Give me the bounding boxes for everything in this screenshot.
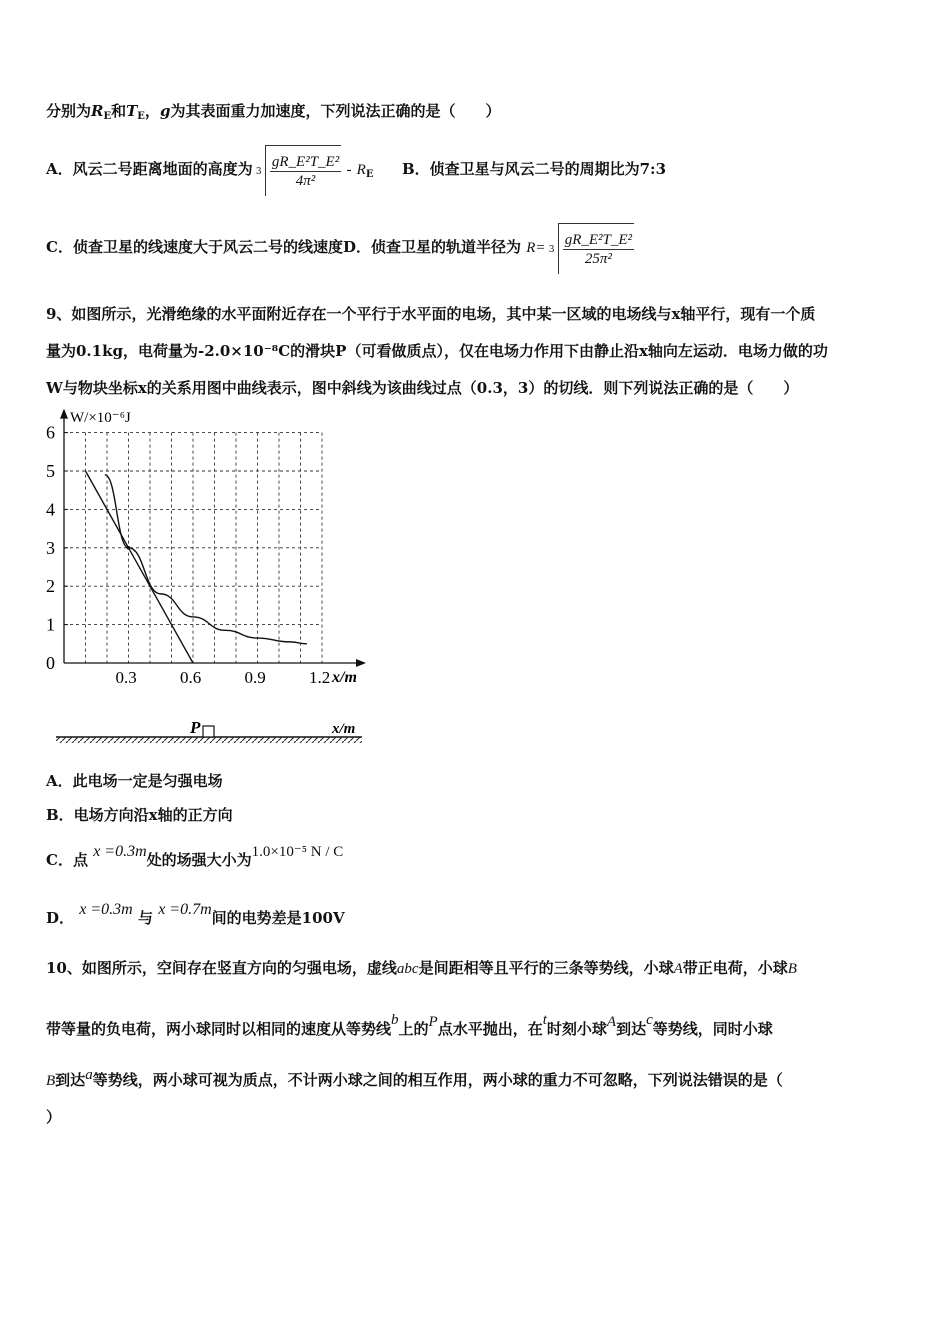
q9-line-1: 9、如图所示，光滑绝缘的水平面附近存在一个平行于水平面的电场，其中某一区域的电场线与x轴平行，现有一个质 [46, 305, 816, 323]
q10-l2-g: 等势线，同时小球 [652, 1020, 773, 1038]
intro-g: g [159, 102, 171, 120]
q9-line-2: 量为0.1kg，电荷量为-2.0×10⁻⁸C的滑块P（可看做质点），仅在电场力作用下由静止沿x轴向左运动．电场力做的功 [46, 342, 828, 360]
q8-optA-numerator: gR_E²T_E² [271, 154, 340, 170]
w-x-chart [40, 402, 380, 697]
tangent-point [127, 546, 131, 550]
q8-optD-R: R= [526, 240, 546, 256]
q10-l3-B: B [46, 1073, 56, 1089]
q9-optD-x1: x =0.3m [79, 901, 133, 918]
q10-l1-a: 10、如图所示，空间存在竖直方向的匀强电场，虚线 [46, 959, 397, 977]
q8-optA-RE-sub: E [365, 169, 374, 180]
q10-line-2 [46, 1014, 773, 1045]
y-tick-label: 0 [46, 653, 55, 673]
q10-l2-A: A [606, 1014, 617, 1030]
slider-label: P [190, 718, 201, 737]
y-tick-label: 4 [46, 499, 55, 520]
y-axis-arrow [60, 409, 68, 419]
q8-optA-denominator: 4π² [295, 173, 316, 189]
q10-l3-b: 等势线，两小球可视为质点，不计两小球之间的相互作用，两小球的重力不可忽略，下列说法错误的是（ [92, 1071, 783, 1089]
track-diagram [56, 717, 376, 747]
q8-optA-radical [255, 145, 341, 196]
track-hatching [56, 737, 362, 743]
q9-optC-mid: 处的场强大小为 [146, 851, 252, 869]
q9-line-3: W与物块坐标x的关系用图中曲线表示，图中斜线为该曲线过点（0.3，3）的切线．则下列说法正确的是（ ） [46, 379, 799, 397]
q9-optC-row [46, 842, 343, 879]
y-tick-label: 5 [46, 461, 55, 481]
x-tick-label: 0.9 [244, 668, 266, 687]
chart-ticks [46, 423, 330, 687]
q10-l2-e: 时刻小球 [546, 1020, 607, 1038]
q8-optA-minus: - [346, 162, 352, 178]
q9-optC-prefix: C．点 [46, 851, 88, 869]
q8-optB: B．侦查卫星与风云二号的周期比为7:3 [401, 160, 667, 178]
chart-grid [64, 433, 322, 663]
q9-optC-x: x =0.3m [93, 843, 147, 860]
q8-optA-root-index: 3 [255, 166, 262, 177]
q8-optD-root-index: 3 [548, 244, 555, 255]
x-tick-label: 0.3 [115, 668, 137, 687]
intro-text-c: ， [144, 102, 160, 120]
x-tick-label: 0.6 [180, 668, 202, 687]
intro-text-d: 为其表面重力加速度，下列说法正确的是（ ） [170, 102, 501, 120]
intro-TE-sub: E [137, 111, 145, 122]
q9-optD-suffix: 间的电势差是100V [211, 909, 345, 927]
track-axis-label: x/m [332, 721, 356, 737]
q8-row-cd [46, 222, 634, 274]
q9-optD-mid: 与 [137, 909, 153, 927]
q10-l2-f: 到达 [616, 1020, 647, 1038]
q9-optD-x2: x =0.7m [158, 901, 212, 918]
q8-optC: C．侦查卫星的线速度大于风云二号的线速度 [46, 238, 343, 256]
chart-ylabel: W/×10⁻⁶J [70, 410, 131, 426]
chart-xlabel: x/m [332, 669, 357, 686]
intro-text-a: 分别为 [46, 102, 92, 120]
q10-l1-c: 带正电荷，小球 [682, 959, 788, 977]
chart-series [86, 471, 307, 663]
q8-optA-RE: R [356, 162, 366, 178]
q10-l2-a: 带等量的负电荷，两小球同时以相同的速度从等势线 [46, 1020, 392, 1038]
q10-l2-d: 点水平抛出，在 [437, 1020, 543, 1038]
tangent-line [86, 471, 194, 663]
y-tick-label: 2 [46, 576, 55, 597]
q10-l3-aa: a [85, 1067, 93, 1083]
x-axis-arrow [356, 659, 366, 667]
q10-l2-cc: c [646, 1012, 653, 1028]
q8-optD-numerator: gR_E²T_E² [564, 232, 633, 248]
q10-l2-t: t [542, 1012, 547, 1028]
slider-block [203, 726, 214, 737]
q10-l2-c: 上的 [398, 1020, 429, 1038]
q9-optB: B．电场方向沿x轴的正方向 [46, 806, 233, 824]
q10-l1-A: A [673, 961, 683, 977]
x-tick-label: 1.2 [309, 668, 331, 687]
y-tick-label: 1 [46, 614, 55, 635]
q9-optD-prefix: D． [46, 909, 75, 927]
q9-optD-row [46, 900, 345, 937]
intro-text-b: 和 [111, 102, 127, 120]
q8-optD-radical [548, 223, 634, 274]
y-tick-label: 3 [46, 537, 55, 558]
q9-optC-E: 1.0×10⁻⁵ N / C [251, 844, 344, 860]
q9-optA: A．此电场一定是匀强电场 [46, 772, 223, 790]
q10-l1-b: 是间距相等且平行的三条等势线，小球 [418, 959, 674, 977]
q10-l1-B: B [787, 961, 797, 977]
q8-row-ab [46, 144, 666, 200]
q10-line-1 [46, 958, 797, 979]
q10-line-4: ） [46, 1108, 62, 1126]
q10-l2-P: P [428, 1014, 438, 1030]
q8-optA-prefix: A．风云二号距离地面的高度为 [46, 160, 253, 178]
q10-l3-a: 到达 [55, 1071, 86, 1089]
intro-RE-sub: E [103, 111, 112, 122]
intro-TE: T [126, 102, 138, 120]
q8-optD-prefix: D．侦查卫星的轨道半径为 [342, 238, 521, 256]
intro-line [46, 101, 500, 127]
q10-l1-abc: abc [396, 961, 419, 977]
q8-optD-denominator: 25π² [584, 251, 612, 267]
intro-RE: R [91, 102, 104, 120]
chart-axes [60, 409, 366, 667]
q10-line-3 [46, 1067, 783, 1091]
y-tick-label: 6 [46, 422, 55, 443]
q10-l2-b: b [391, 1012, 399, 1028]
